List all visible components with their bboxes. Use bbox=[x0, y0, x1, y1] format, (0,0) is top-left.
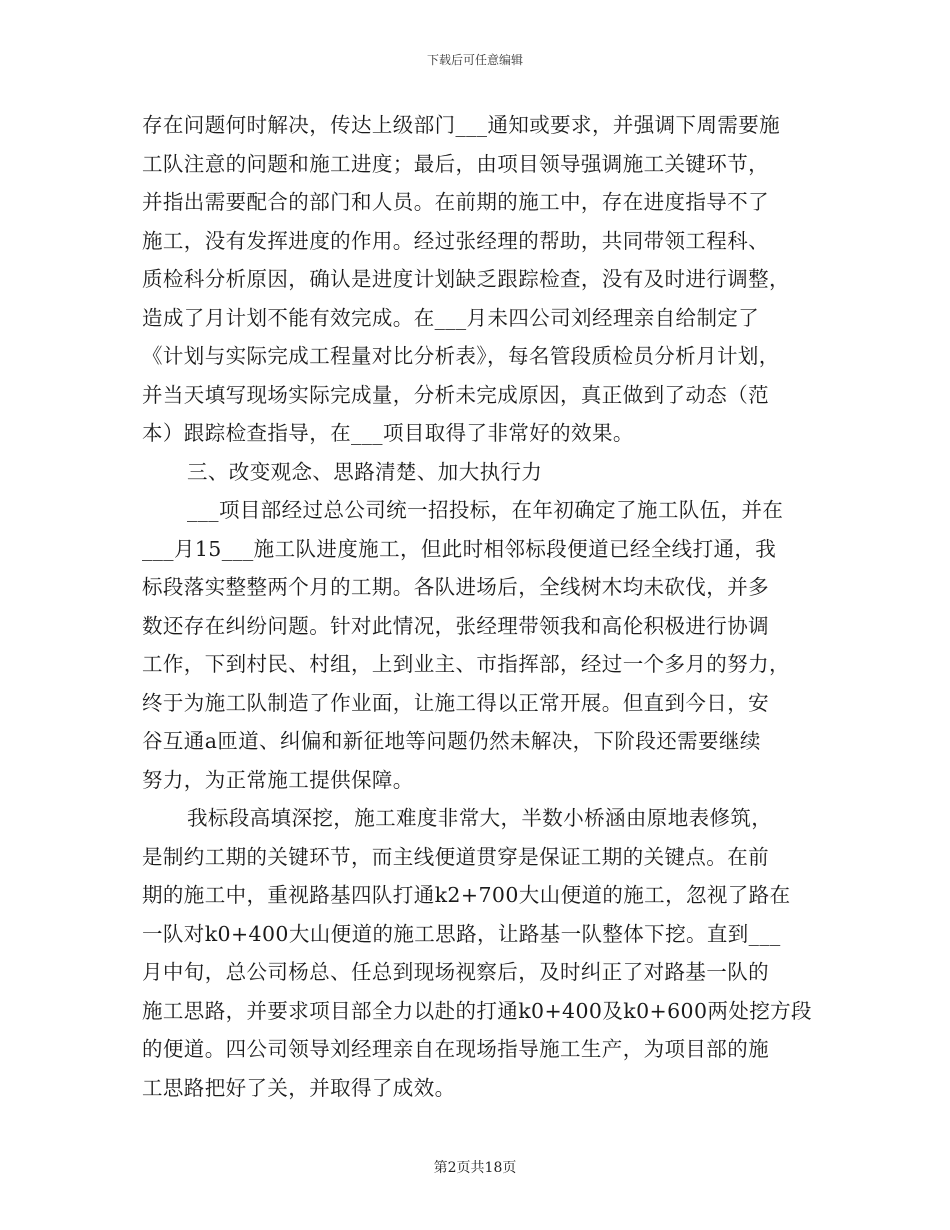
text-line: 谷互通a匝道、纠偏和新征地等问题仍然未解决，下阶段还需要继续 bbox=[142, 729, 761, 753]
text-line: 本）跟踪检查指导，在___项目取得了非常好的效果。 bbox=[142, 421, 634, 445]
text-line: 数还存在纠纷问题。针对此情况，张经理带领我和高伦积极进行协调 bbox=[142, 613, 769, 638]
document-body bbox=[142, 106, 814, 1107]
text-line: 月中旬，总公司杨总、任总到现场视察后，及时纠正了对路基一队的 bbox=[142, 960, 769, 984]
text-line: 《计划与实际完成工程量对比分析表》，每名管段质检员分析月计划， bbox=[142, 344, 780, 368]
text-line: 标段落实整整两个月的工期。各队进场后，全线树木均未砍伐，并多 bbox=[142, 575, 769, 599]
text-line: 我标段高填深挖，施工难度非常大，半数小桥涵由原地表修筑， bbox=[187, 806, 773, 830]
text-line: 质检科分析原因，确认是进度计划缺乏跟踪检查，没有及时进行调整， bbox=[142, 267, 790, 291]
text-line: 施工，没有发挥进度的作用。经过张经理的帮助，共同带领工程科、 bbox=[142, 228, 769, 253]
text-line: 是制约工期的关键环节，而主线便道贯穿是保证工期的关键点。在前 bbox=[142, 844, 769, 869]
text-line: 努力，为正常施工提供保障。 bbox=[142, 767, 414, 792]
text-line: ___月15___施工队进度施工，但此时相邻标段便道已经全线打通，我 bbox=[142, 536, 777, 561]
text-line: 并当天填写现场实际完成量，分析未完成原因，真正做到了动态（范 bbox=[142, 382, 769, 407]
text-line: 终于为施工队制造了作业面，让施工得以正常开展。但直到今日，安 bbox=[142, 690, 769, 715]
text-line: 一队对k0+400大山便道的施工思路，让路基一队整体下挖。直到___ bbox=[142, 921, 781, 946]
page-header: 下载后可任意编辑 bbox=[426, 53, 523, 67]
text-line: 并指出需要配合的部门和人员。在前期的施工中，存在进度指导不了 bbox=[142, 190, 769, 214]
text-line: 期的施工中，重视路基四队打通k2+700大山便道的施工，忽视了路在 bbox=[142, 883, 791, 907]
page-footer: 第2页共18页 bbox=[433, 1160, 517, 1176]
text-line: 三、改变观念、思路清楚、加大执行力 bbox=[187, 459, 543, 484]
text-line: 施工思路，并要求项目部全力以赴的打通k0+400及k0+600两处挖方段 bbox=[142, 998, 812, 1023]
text-line: 存在问题何时解决，传达上级部门___通知或要求，并强调下周需要施 bbox=[142, 113, 781, 137]
text-line: ___项目部经过总公司统一招投标，在年初确定了施工队伍，并在 bbox=[187, 498, 784, 522]
text-line: 工作，下到村民、村组，上到业主、市指挥部，经过一个多月的努力， bbox=[142, 652, 790, 676]
text-line: 工思路把好了关，并取得了成效。 bbox=[142, 1075, 456, 1100]
text-line: 造成了月计划不能有效完成。在___月未四公司刘经理亲自给制定了 bbox=[142, 305, 760, 330]
text-line: 的便道。四公司领导刘经理亲自在现场指导施工生产，为项目部的施 bbox=[142, 1037, 769, 1061]
text-line: 工队注意的问题和施工进度；最后，由项目领导强调施工关键环节， bbox=[142, 151, 769, 176]
